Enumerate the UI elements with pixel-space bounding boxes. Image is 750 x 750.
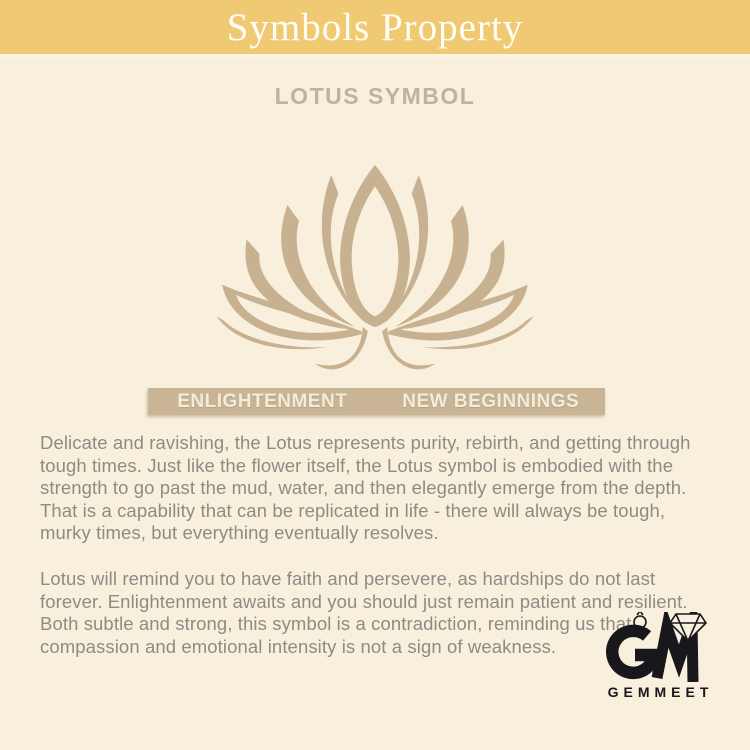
lotus-flower-icon (210, 146, 540, 376)
header-bar (0, 0, 750, 57)
keywords-banner (148, 388, 605, 415)
brand-wordmark: GEMMEET (607, 684, 714, 700)
keyword-new-beginnings: NEW BEGINNINGS (402, 390, 580, 412)
page-title: Symbols Property (226, 5, 524, 49)
body-paragraph-2: Lotus will remind you to have faith and persevere, as hardships do not last forever. Enlightenment awaits and you should just remain patient and resilient. Both subtle and strong, this symbol is a contradiction, reminding us that compassion and emotional intensity is not a sign of weakness. (40, 567, 688, 657)
keyword-enlightenment: ENLIGHTENMENT (177, 390, 348, 412)
section-title: LOTUS SYMBOL (274, 83, 476, 109)
body-paragraph-1: Delicate and ravishing, the Lotus represents purity, rebirth, and getting through tough times. Just like the flower itself, the Lotus symbol is embodied with the strength to go past the mud, water, and then elegantly emerge from the depth. That is a capability that can be replicated in life - there will always be tough, murky times, but everything eventually resolves. (40, 432, 691, 544)
brand-logo (602, 612, 714, 700)
lotus-illustration (210, 146, 540, 376)
gm-monogram (606, 612, 710, 682)
